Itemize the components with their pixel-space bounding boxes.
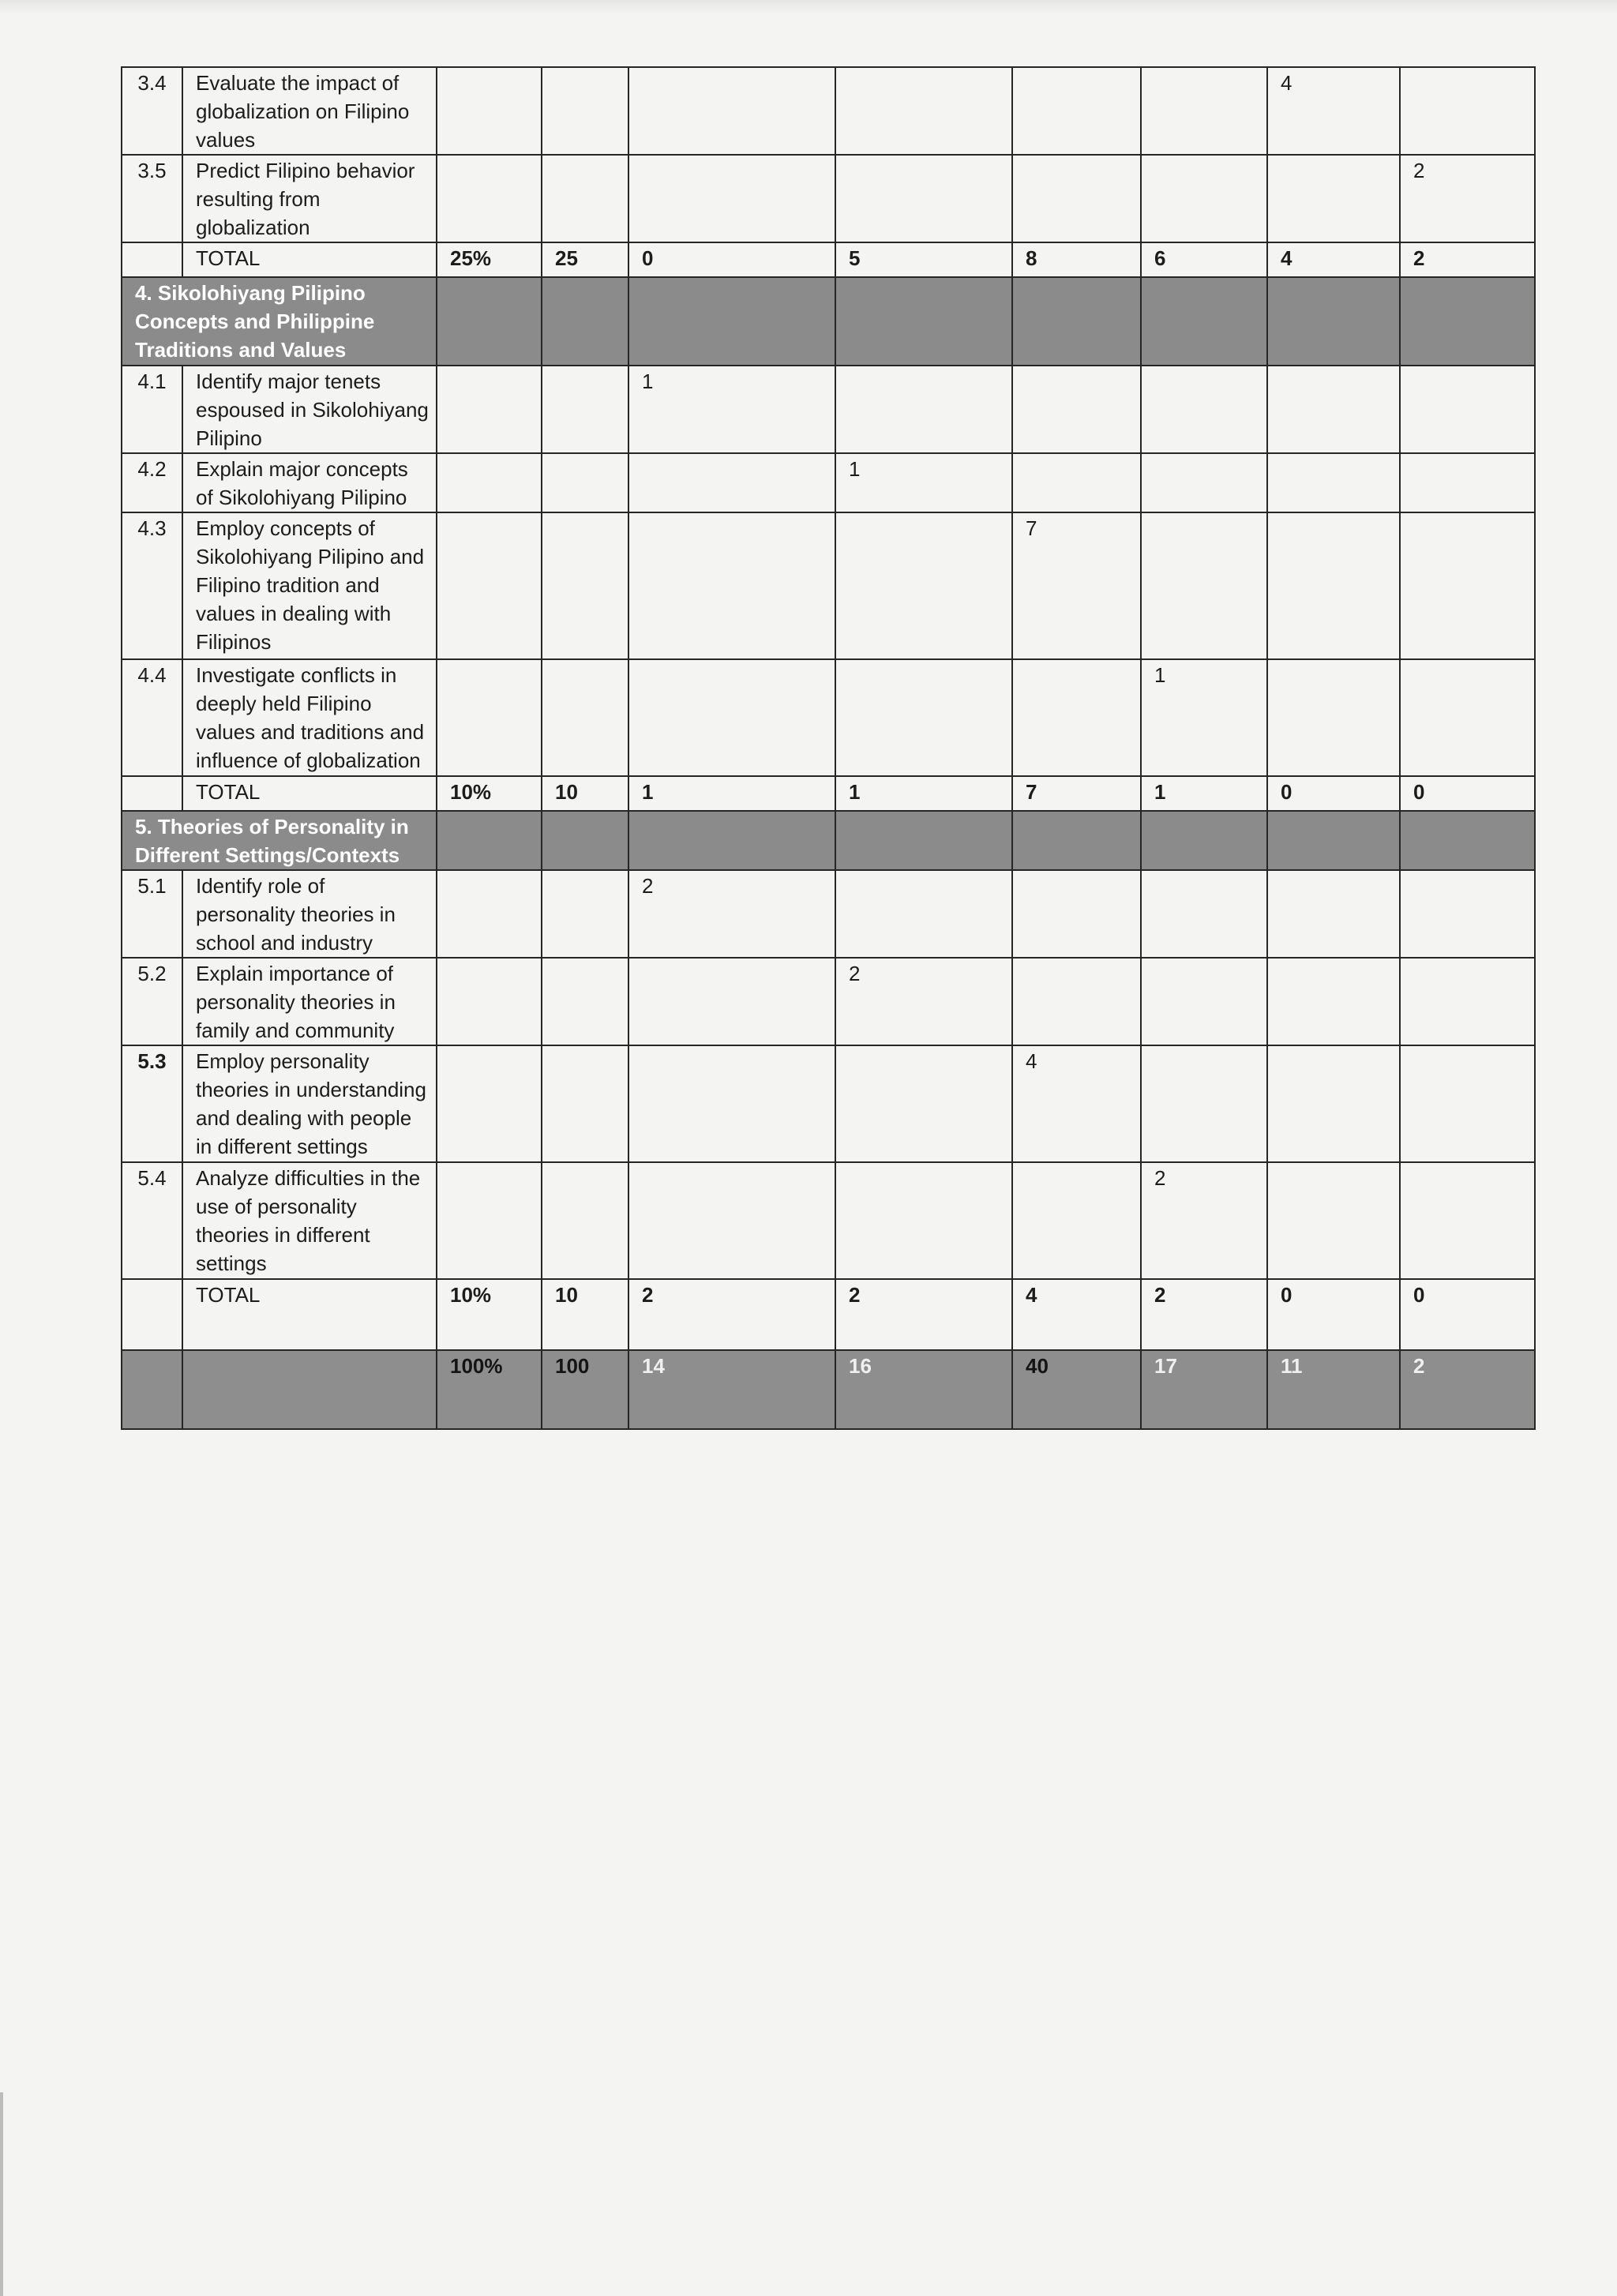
total-row [122, 1279, 1535, 1350]
section-header-cell [1400, 277, 1535, 366]
item-count-cell [437, 512, 542, 659]
item-count-cell [835, 659, 1012, 776]
total-row [122, 776, 1535, 811]
item-count-cell [628, 512, 835, 659]
table-row [122, 453, 1535, 512]
section-header-cell [1141, 811, 1267, 870]
item-code: 5.4 [122, 1162, 182, 1279]
total-cell: 25% [437, 242, 542, 277]
item-description: Explain importance of personality theories in family and community [182, 958, 437, 1045]
item-count-cell: 2 [835, 958, 1012, 1045]
table-body [122, 67, 1535, 1429]
total-cell: 6 [1141, 242, 1267, 277]
total-cell: 5 [835, 242, 1012, 277]
total-cell: 1 [1141, 776, 1267, 811]
section-header-cell [1267, 811, 1400, 870]
grand-total-blank-cell [182, 1350, 437, 1429]
item-code: 4.4 [122, 659, 182, 776]
total-cell: 4 [1267, 242, 1400, 277]
item-code: 5.3 [122, 1045, 182, 1162]
item-count-cell [835, 155, 1012, 242]
item-code [122, 776, 182, 811]
section-header-cell [437, 811, 542, 870]
item-count-cell [1400, 659, 1535, 776]
item-code: 5.1 [122, 870, 182, 958]
total-cell: 0 [1267, 776, 1400, 811]
item-count-cell [835, 366, 1012, 453]
table-row [122, 366, 1535, 453]
total-cell: 0 [628, 242, 835, 277]
total-cell: 2 [1141, 1279, 1267, 1350]
section-header-cell [1012, 811, 1141, 870]
section-header-row [122, 277, 1535, 366]
grand-total-cell: 100 [542, 1350, 628, 1429]
table-row [122, 512, 1535, 659]
item-count-cell [1400, 512, 1535, 659]
total-cell: 0 [1400, 776, 1535, 811]
item-count-cell [1141, 453, 1267, 512]
total-cell: 2 [1400, 242, 1535, 277]
item-count-cell [437, 870, 542, 958]
item-code [122, 242, 182, 277]
total-cell: 7 [1012, 776, 1141, 811]
total-label: TOTAL [182, 776, 437, 811]
item-count-cell [628, 1045, 835, 1162]
item-count-cell [1267, 366, 1400, 453]
item-count-cell [628, 453, 835, 512]
item-code [122, 1279, 182, 1350]
item-description: Evaluate the impact of globalization on Filipino values [182, 67, 437, 155]
section-header-cell [835, 811, 1012, 870]
item-description: Identify major tenets espoused in Sikolohiyang Pilipino [182, 366, 437, 453]
scan-top-edge [0, 0, 1617, 14]
total-cell: 2 [835, 1279, 1012, 1350]
table-of-specifications [121, 66, 1536, 1430]
section-header-cell [1012, 277, 1141, 366]
item-description: Investigate conflicts in deeply held Filipino values and traditions and influence of globalization [182, 659, 437, 776]
total-label: TOTAL [182, 242, 437, 277]
item-count-cell: 1 [628, 366, 835, 453]
item-count-cell [542, 512, 628, 659]
section-header-cell [542, 811, 628, 870]
item-count-cell [628, 958, 835, 1045]
table-row [122, 67, 1535, 155]
grand-total-cell: 2 [1400, 1350, 1535, 1429]
section-header-cell [835, 277, 1012, 366]
item-count-cell [542, 659, 628, 776]
total-cell: 10 [542, 1279, 628, 1350]
item-count-cell [1141, 958, 1267, 1045]
item-count-cell [1141, 155, 1267, 242]
item-count-cell [1267, 870, 1400, 958]
grand-total-cell: 11 [1267, 1350, 1400, 1429]
item-count-cell [1012, 155, 1141, 242]
section-header-cell [628, 277, 835, 366]
item-count-cell: 1 [835, 453, 1012, 512]
total-cell: 10% [437, 776, 542, 811]
item-count-cell [542, 958, 628, 1045]
item-count-cell [628, 67, 835, 155]
item-code: 5.2 [122, 958, 182, 1045]
item-count-cell [437, 1045, 542, 1162]
item-count-cell [1267, 512, 1400, 659]
total-row [122, 242, 1535, 277]
total-cell: 1 [628, 776, 835, 811]
section-header-row [122, 811, 1535, 870]
item-count-cell: 4 [1012, 1045, 1141, 1162]
item-code: 4.3 [122, 512, 182, 659]
grand-total-blank-cell [122, 1350, 182, 1429]
total-cell: 10 [542, 776, 628, 811]
grand-total-cell: 17 [1141, 1350, 1267, 1429]
item-count-cell: 7 [1012, 512, 1141, 659]
item-count-cell [542, 1162, 628, 1279]
item-count-cell [1267, 1162, 1400, 1279]
item-count-cell [628, 659, 835, 776]
section-header-cell [1267, 277, 1400, 366]
item-count-cell [542, 366, 628, 453]
item-count-cell: 4 [1267, 67, 1400, 155]
item-count-cell [628, 155, 835, 242]
section-header-cell [1400, 811, 1535, 870]
table-row [122, 155, 1535, 242]
item-count-cell [1400, 1162, 1535, 1279]
item-code: 3.5 [122, 155, 182, 242]
item-count-cell: 2 [1141, 1162, 1267, 1279]
item-code: 4.1 [122, 366, 182, 453]
item-count-cell [542, 1045, 628, 1162]
total-cell: 4 [1012, 1279, 1141, 1350]
item-count-cell [1400, 870, 1535, 958]
section-header-cell [542, 277, 628, 366]
item-count-cell [542, 155, 628, 242]
item-description: Predict Filipino behavior resulting from globalization [182, 155, 437, 242]
item-count-cell [1267, 453, 1400, 512]
item-count-cell [437, 67, 542, 155]
item-count-cell [1267, 1045, 1400, 1162]
item-count-cell [1400, 67, 1535, 155]
item-count-cell [437, 366, 542, 453]
item-count-cell: 2 [1400, 155, 1535, 242]
table-row [122, 659, 1535, 776]
item-count-cell [1267, 155, 1400, 242]
item-count-cell [1400, 958, 1535, 1045]
item-description: Employ concepts of Sikolohiyang Pilipino and Filipino tradition and values in dealing with Filipinos [182, 512, 437, 659]
total-cell: 8 [1012, 242, 1141, 277]
item-count-cell [1141, 1045, 1267, 1162]
total-cell: 1 [835, 776, 1012, 811]
item-count-cell [1400, 366, 1535, 453]
item-count-cell [1012, 870, 1141, 958]
item-description: Explain major concepts of Sikolohiyang Pilipino [182, 453, 437, 512]
total-cell: 0 [1267, 1279, 1400, 1350]
section-header-cell [437, 277, 542, 366]
item-count-cell [1012, 453, 1141, 512]
item-count-cell [1012, 366, 1141, 453]
total-label: TOTAL [182, 1279, 437, 1350]
item-count-cell [542, 453, 628, 512]
total-cell: 10% [437, 1279, 542, 1350]
section-header-cell [1141, 277, 1267, 366]
item-count-cell [835, 1162, 1012, 1279]
grand-total-cell: 16 [835, 1350, 1012, 1429]
item-count-cell [1267, 659, 1400, 776]
section-title: 4. Sikolohiyang Pilipino Concepts and Philippine Traditions and Values [122, 277, 437, 366]
item-count-cell [835, 870, 1012, 958]
grand-total-row [122, 1350, 1535, 1429]
item-code: 4.2 [122, 453, 182, 512]
item-count-cell [1400, 453, 1535, 512]
item-count-cell [628, 1162, 835, 1279]
grand-total-cell: 14 [628, 1350, 835, 1429]
item-description: Employ personality theories in understanding and dealing with people in different settings [182, 1045, 437, 1162]
item-count-cell [835, 1045, 1012, 1162]
item-count-cell [1012, 67, 1141, 155]
item-count-cell [1141, 512, 1267, 659]
item-count-cell [1012, 1162, 1141, 1279]
item-code: 3.4 [122, 67, 182, 155]
item-count-cell [835, 67, 1012, 155]
table-row [122, 1045, 1535, 1162]
item-count-cell [1012, 659, 1141, 776]
item-count-cell [1141, 67, 1267, 155]
item-count-cell [437, 155, 542, 242]
scan-left-edge [0, 2092, 3, 2296]
table-row [122, 1162, 1535, 1279]
item-count-cell [437, 659, 542, 776]
total-cell: 0 [1400, 1279, 1535, 1350]
item-description: Identify role of personality theories in school and industry [182, 870, 437, 958]
item-count-cell [437, 958, 542, 1045]
item-count-cell [1141, 870, 1267, 958]
item-count-cell [1141, 366, 1267, 453]
item-count-cell [542, 870, 628, 958]
item-count-cell [437, 453, 542, 512]
grand-total-cell: 100% [437, 1350, 542, 1429]
section-header-cell [628, 811, 835, 870]
item-count-cell [542, 67, 628, 155]
item-count-cell [437, 1162, 542, 1279]
table-row [122, 958, 1535, 1045]
item-count-cell [1012, 958, 1141, 1045]
item-description: Analyze difficulties in the use of personality theories in different settings [182, 1162, 437, 1279]
item-count-cell: 2 [628, 870, 835, 958]
item-count-cell [1267, 958, 1400, 1045]
table-row [122, 870, 1535, 958]
item-count-cell [835, 512, 1012, 659]
section-title: 5. Theories of Personality in Different Settings/Contexts [122, 811, 437, 870]
total-cell: 25 [542, 242, 628, 277]
item-count-cell [1400, 1045, 1535, 1162]
item-count-cell: 1 [1141, 659, 1267, 776]
total-cell: 2 [628, 1279, 835, 1350]
grand-total-cell: 40 [1012, 1350, 1141, 1429]
